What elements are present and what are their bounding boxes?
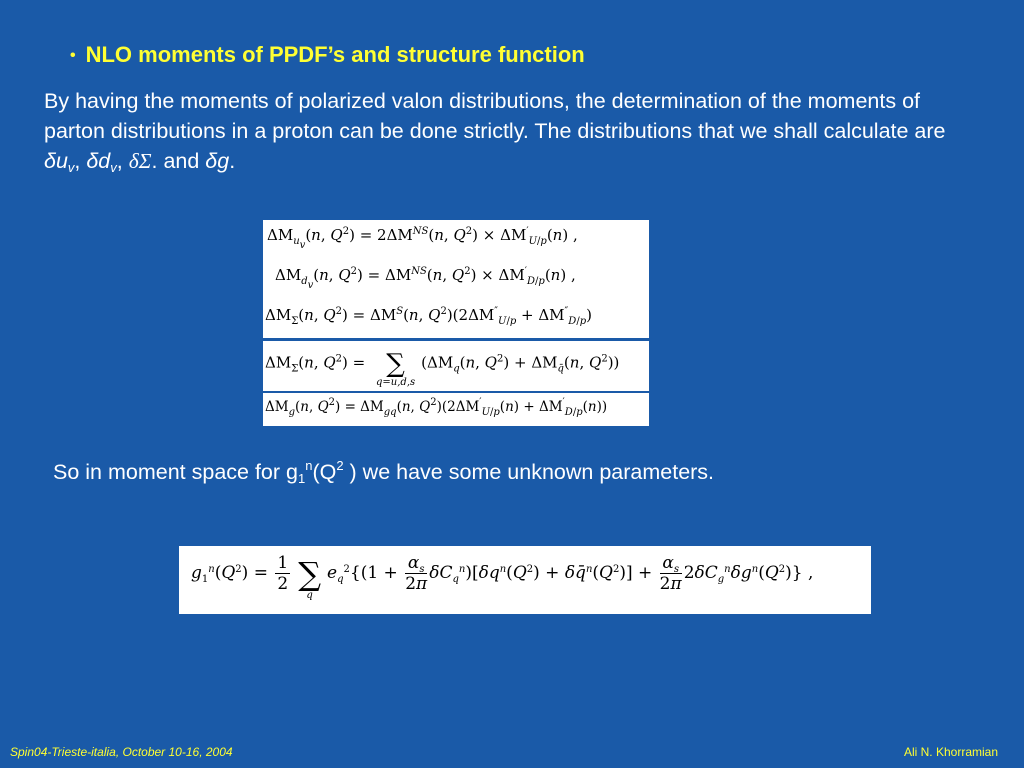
note-text: ) we have some unknown parameters. [343,460,715,484]
separator: . and [151,149,206,173]
gluon-moment-equation-box [263,393,649,426]
separator: , [116,149,129,173]
moment-space-note [53,460,714,485]
intro-paragraph [44,86,984,176]
equation-delta-m-dv: $\Delta M_{d_v}(n$, $Q^2) = \Delta M^{NS}(n$, $Q^2) \times \Delta M'_{D/p}(n)$ , [275,266,576,291]
equation-delta-m-sigma: $\Delta M_\Sigma(n$, $Q^2) = \Delta M^S(n$, $Q^2)(2\Delta M''_{U/p} + \Delta M''_{D/p})$ [265,306,592,327]
fraction-alpha-over-2pi: $\frac{\alpha_s}{2\pi}$ [659,553,682,594]
equation-g1: $g_1^n(Q^2)$ = $\frac{1}{2}$ ∑ q $e_q^2\{(1$ + $\frac{\alpha_s}{2\pi}$ $\delta C_q^n)[\delta q^n(Q^2)$ + $\delta q̄^n(Q^2)$] + $\frac{\alpha_s}{2\pi}$ $2\delta C_g^n\delta g^n(Q^2)$} , [191,553,814,601]
intro-text: By having the moments of polarized valon distributions, the determination of the moments of parton distributions in a proton can be done strictly. The distributions that we shall calculate are [44,89,946,143]
delta-sigma-symbol: δΣ [128,149,152,173]
fraction-alpha-over-2pi: $\frac{\alpha_s}{2\pi}$ [405,553,428,594]
delta-u-symbol: δu [44,149,68,173]
delta-g-symbol: δg [205,149,230,173]
sigma-sum-equation-box [263,341,649,391]
heading-text: NLO moments of PPDF’s and structure function [85,42,585,67]
note-text: (Q [312,460,337,484]
v-subscript: v [110,160,117,175]
footer-event: Spin04-Trieste-italia, October 10-16, 2004 [10,745,233,759]
v-subscript: v [67,160,75,175]
note-subscript: 1 [297,471,306,486]
slide-heading [70,42,585,68]
g1-structure-function-box [179,546,871,614]
note-superscript: 2 [336,458,344,473]
fraction-one-half: $\frac{1}{2}$ [277,553,289,594]
delta-d-symbol: δd [86,149,111,173]
moment-equations-box [263,220,649,338]
note-superscript: n [305,458,313,473]
footer-author: Ali N. Khorramian [903,745,998,759]
equation-delta-m-uv: $\Delta M_{u_v}(n$, $Q^2) = 2\Delta M^{NS}(n$, $Q^2) \times \Delta M'_{U/p}(n)$ , [267,226,578,251]
bullet-icon: • [70,47,76,64]
summation-symbol: ∑ q [298,555,322,601]
summation-symbol: ∑ q=u,d,s [376,349,416,388]
period: . [229,149,236,173]
equation-delta-m-g: $\Delta M_g(n$, $Q^2) = \Delta M_{gq}(n$, $Q^2)(2\Delta M'_{U/p}(n) + \Delta M'_{D/p}(n))$ [265,397,608,418]
note-text: So in moment space for g [53,460,298,484]
separator: , [74,149,87,173]
equation-sigma-sum: $\Delta M_\Sigma(n$, $Q^2$) = ∑ q=u,d,s ($\Delta M_q(n$, $Q^2) + \Delta M_{q̄}(n$, $Q^2$)) [265,349,620,388]
